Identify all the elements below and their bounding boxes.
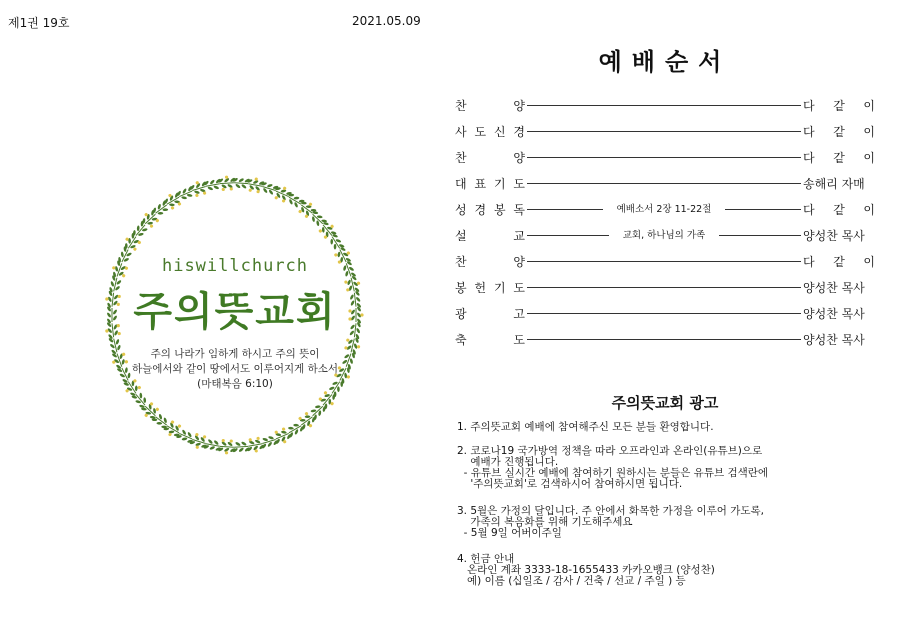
- order-item-performer: 양성찬 목사: [803, 281, 865, 295]
- verse-reference: (마태복음 6:10): [197, 378, 273, 390]
- order-item-label: 설 교: [455, 229, 525, 243]
- church-name-english: hiswillchurch: [161, 256, 309, 276]
- order-item-detail: 교회, 하나님의 가족: [527, 227, 801, 241]
- announcement-2: 2. 코로나19 국가방역 정책을 따라 오프라인과 온라인(유튜브)으로 예배가 진행됩니다. - 유튜브 실시간 예배에 참여하기 원하시는 분들은 유튜브 검색란에 '주의뜻교회'로 검색하시어 참여하시면 됩니다.: [457, 445, 769, 490]
- order-item-performer: 다 같 이: [803, 151, 875, 165]
- announcement-1: 1. 주의뜻교회 예배에 참여해주신 모든 분들 환영합니다.: [457, 421, 714, 433]
- verse-line-2: 하늘에서와 같이 땅에서도 이루어지게 하소서: [131, 363, 339, 375]
- bulletin-date: 2021.05.09: [352, 14, 421, 28]
- order-item: [455, 305, 875, 323]
- order-of-service-title: 예배순서: [598, 48, 732, 76]
- leader-line: [527, 183, 801, 184]
- announcement-3: 3. 5월은 가정의 달입니다. 주 안에서 화목한 가정을 이루어 가도록, 가족의 복음화를 위해 기도해주세요 - 5월 9일 어버이주일: [457, 505, 764, 539]
- leader-line: [527, 105, 801, 106]
- order-item: [455, 279, 875, 297]
- order-item-label: 축 도: [455, 333, 525, 347]
- order-item-performer: 양성찬 목사: [803, 333, 865, 347]
- order-item-performer: 양성찬 목사: [803, 229, 865, 243]
- order-item-label: 찬 양: [455, 99, 525, 113]
- leader-line: [527, 157, 801, 158]
- order-item: [455, 149, 875, 167]
- order-item: [455, 97, 875, 115]
- order-item-performer: 다 같 이: [803, 255, 875, 269]
- order-item-label: 봉 헌 기 도: [455, 281, 525, 295]
- order-item-label: 찬 양: [455, 255, 525, 269]
- order-item: [455, 227, 875, 245]
- order-item-performer: 다 같 이: [803, 125, 875, 139]
- order-item-label: 찬 양: [455, 151, 525, 165]
- order-item-performer: 송해리 자매: [803, 177, 865, 191]
- leader-line: [527, 313, 801, 314]
- order-item-detail: 예배소서 2장 11-22절: [527, 201, 801, 215]
- order-item-performer: 다 같 이: [803, 99, 875, 113]
- church-name-korean: 주의뜻교회: [133, 289, 337, 335]
- order-item: [455, 253, 875, 271]
- order-item: [455, 175, 875, 193]
- order-item-performer: 양성찬 목사: [803, 307, 865, 321]
- verse-line-1: 주의 나라가 임하게 하시고 주의 뜻이: [150, 348, 320, 360]
- order-item: [455, 201, 875, 219]
- volume-issue: 제1권 19호: [8, 16, 70, 30]
- order-item-label: 광 고: [455, 307, 525, 321]
- leader-line: [527, 287, 801, 288]
- order-item: [455, 123, 875, 141]
- order-item-performer: 다 같 이: [803, 203, 875, 217]
- announcement-4: 4. 헌금 안내 온라인 계좌 3333-18-1655433 카카오뱅크 (양성찬) 예) 이름 (십일조 / 감사 / 건축 / 선교 / 주일 ) 등: [457, 553, 715, 587]
- leader-line: [527, 339, 801, 340]
- order-item-label: 사 도 신 경: [455, 125, 525, 139]
- announcements-title: 주의뜻교회 광고: [611, 394, 719, 412]
- order-item: [455, 331, 875, 349]
- order-item-label: 대 표 기 도: [455, 177, 525, 191]
- leader-line: [527, 261, 801, 262]
- order-item-label: 성 경 봉 독: [455, 203, 525, 217]
- leader-line: [527, 131, 801, 132]
